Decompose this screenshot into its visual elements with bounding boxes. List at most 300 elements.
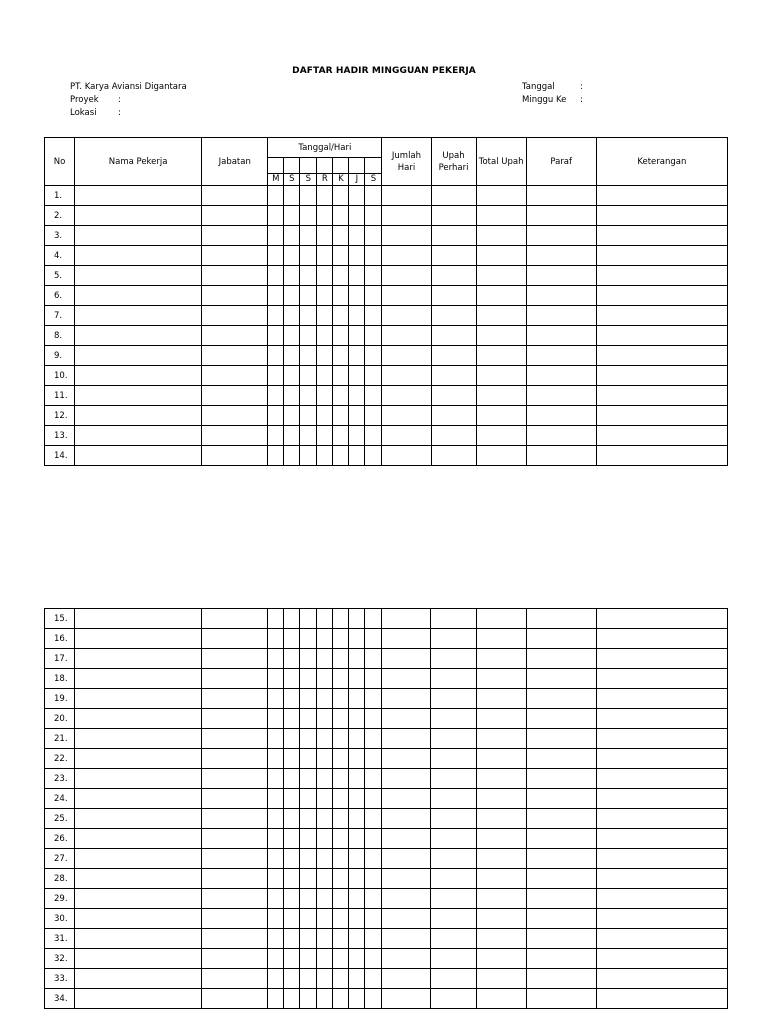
row-number: 27. [45, 849, 75, 869]
day-cell [365, 326, 382, 346]
day-cell [317, 689, 333, 709]
row-number: 9. [45, 346, 75, 366]
total-wage-cell [476, 789, 526, 809]
signature-cell [526, 709, 596, 729]
day-cell [300, 286, 317, 306]
day-cell [365, 206, 382, 226]
remarks-cell [596, 689, 727, 709]
day-cell [268, 629, 284, 649]
total-days-cell [382, 426, 431, 446]
day-cell [268, 929, 284, 949]
total-wage-cell [476, 889, 526, 909]
position-cell [202, 326, 268, 346]
table-row [45, 609, 728, 629]
day-cell [365, 889, 382, 909]
day-cell [300, 909, 317, 929]
header-date-day: Tanggal/Hari [268, 138, 382, 158]
day-monday: M [268, 174, 284, 186]
company-name: PT. Karya Aviansi Digantara [70, 82, 187, 92]
day-cell [268, 889, 284, 909]
total-days-cell [382, 689, 431, 709]
day-cell [300, 629, 317, 649]
day-cell [284, 246, 300, 266]
day-cell [284, 769, 300, 789]
day-cell [317, 326, 333, 346]
total-days-cell [382, 809, 431, 829]
day-cell [349, 889, 365, 909]
meta-left [70, 81, 187, 120]
day-cell [317, 889, 333, 909]
day-cell [365, 306, 382, 326]
daily-wage-cell [431, 649, 476, 669]
remarks-cell [596, 929, 727, 949]
day-cell [284, 729, 300, 749]
daily-wage-cell [431, 186, 476, 206]
total-days-cell [382, 849, 431, 869]
day-cell [333, 969, 349, 989]
header-daily-wage: Upah Perhari [431, 138, 476, 186]
daily-wage-cell [431, 709, 476, 729]
header-no: No [45, 138, 75, 186]
signature-cell [526, 366, 596, 386]
total-wage-cell [476, 326, 526, 346]
row-number: 33. [45, 969, 75, 989]
day-cell [365, 729, 382, 749]
signature-cell [526, 609, 596, 629]
day-cell [365, 426, 382, 446]
row-number: 34. [45, 989, 75, 1009]
day-cell [300, 306, 317, 326]
date-cell [317, 158, 333, 174]
row-number: 30. [45, 909, 75, 929]
row-number: 32. [45, 949, 75, 969]
day-cell [284, 346, 300, 366]
day-cell [284, 649, 300, 669]
position-cell [202, 669, 268, 689]
day-thursday: R [317, 174, 333, 186]
day-cell [349, 869, 365, 889]
signature-cell [526, 949, 596, 969]
day-cell [268, 286, 284, 306]
day-cell [317, 266, 333, 286]
day-cell [268, 849, 284, 869]
day-cell [300, 386, 317, 406]
signature-cell [526, 186, 596, 206]
header-signature: Paraf [526, 138, 596, 186]
day-cell [300, 226, 317, 246]
remarks-cell [596, 729, 727, 749]
position-cell [202, 749, 268, 769]
header-name: Nama Pekerja [75, 138, 202, 186]
day-cell [300, 689, 317, 709]
row-number: 15. [45, 609, 75, 629]
day-cell [317, 446, 333, 466]
day-cell [349, 709, 365, 729]
header-total-days: Jumlah Hari [382, 138, 431, 186]
signature-cell [526, 326, 596, 346]
row-number: 19. [45, 689, 75, 709]
table-row [45, 326, 728, 346]
attendance-table-1 [44, 137, 728, 466]
signature-cell [526, 729, 596, 749]
day-cell [333, 889, 349, 909]
signature-cell [526, 446, 596, 466]
name-cell [75, 969, 202, 989]
total-wage-cell [476, 386, 526, 406]
daily-wage-cell [431, 226, 476, 246]
name-cell [75, 326, 202, 346]
total-wage-cell [476, 669, 526, 689]
total-wage-cell [476, 246, 526, 266]
name-cell [75, 849, 202, 869]
daily-wage-cell [431, 386, 476, 406]
day-cell [284, 709, 300, 729]
remarks-cell [596, 266, 727, 286]
position-cell [202, 829, 268, 849]
position-cell [202, 989, 268, 1009]
row-number: 2. [45, 206, 75, 226]
name-cell [75, 789, 202, 809]
table-row [45, 446, 728, 466]
day-cell [284, 629, 300, 649]
signature-cell [526, 306, 596, 326]
row-number: 6. [45, 286, 75, 306]
day-cell [333, 366, 349, 386]
day-cell [333, 406, 349, 426]
total-days-cell [382, 789, 431, 809]
total-wage-cell [476, 869, 526, 889]
day-cell [284, 689, 300, 709]
remarks-cell [596, 769, 727, 789]
total-days-cell [382, 909, 431, 929]
signature-cell [526, 969, 596, 989]
row-number: 4. [45, 246, 75, 266]
row-number: 22. [45, 749, 75, 769]
day-cell [317, 829, 333, 849]
remarks-cell [596, 306, 727, 326]
daily-wage-cell [431, 789, 476, 809]
day-cell [365, 789, 382, 809]
document-title: DAFTAR HADIR MINGGUAN PEKERJA [292, 66, 476, 76]
signature-cell [526, 286, 596, 306]
remarks-cell [596, 346, 727, 366]
day-cell [268, 386, 284, 406]
name-cell [75, 226, 202, 246]
day-cell [317, 226, 333, 246]
name-cell [75, 729, 202, 749]
total-wage-cell [476, 689, 526, 709]
signature-cell [526, 246, 596, 266]
position-cell [202, 609, 268, 629]
day-cell [317, 929, 333, 949]
day-cell [268, 649, 284, 669]
day-saturday: J [349, 174, 365, 186]
day-cell [300, 649, 317, 669]
day-cell [300, 989, 317, 1009]
name-cell [75, 769, 202, 789]
day-cell [349, 989, 365, 1009]
day-cell [349, 629, 365, 649]
day-cell [300, 929, 317, 949]
total-days-cell [382, 949, 431, 969]
signature-cell [526, 346, 596, 366]
day-cell [284, 669, 300, 689]
total-wage-cell [476, 266, 526, 286]
day-cell [268, 426, 284, 446]
day-cell [268, 769, 284, 789]
total-wage-cell [476, 949, 526, 969]
total-wage-cell [476, 366, 526, 386]
day-cell [365, 246, 382, 266]
day-cell [317, 286, 333, 306]
row-number: 24. [45, 789, 75, 809]
position-cell [202, 246, 268, 266]
position-cell [202, 446, 268, 466]
day-cell [300, 789, 317, 809]
day-cell [268, 669, 284, 689]
row-number: 3. [45, 226, 75, 246]
remarks-cell [596, 889, 727, 909]
day-cell [284, 186, 300, 206]
day-cell [300, 366, 317, 386]
day-cell [284, 949, 300, 969]
day-cell [268, 689, 284, 709]
daily-wage-cell [431, 929, 476, 949]
total-days-cell [382, 346, 431, 366]
day-cell [300, 346, 317, 366]
day-cell [365, 929, 382, 949]
daily-wage-cell [431, 366, 476, 386]
name-cell [75, 406, 202, 426]
daily-wage-cell [431, 689, 476, 709]
position-cell [202, 769, 268, 789]
position-cell [202, 789, 268, 809]
day-cell [300, 266, 317, 286]
day-cell [300, 709, 317, 729]
position-cell [202, 709, 268, 729]
signature-cell [526, 849, 596, 869]
name-cell [75, 306, 202, 326]
day-cell [333, 809, 349, 829]
total-wage-cell [476, 446, 526, 466]
table-row [45, 286, 728, 306]
day-cell [268, 989, 284, 1009]
day-cell [349, 949, 365, 969]
total-wage-cell [476, 226, 526, 246]
day-cell [349, 446, 365, 466]
day-cell [268, 246, 284, 266]
day-cell [333, 769, 349, 789]
table-row [45, 266, 728, 286]
day-cell [300, 889, 317, 909]
signature-cell [526, 689, 596, 709]
day-cell [268, 206, 284, 226]
remarks-cell [596, 809, 727, 829]
total-wage-cell [476, 629, 526, 649]
position-cell [202, 969, 268, 989]
day-cell [333, 609, 349, 629]
total-days-cell [382, 769, 431, 789]
day-cell [317, 789, 333, 809]
remarks-cell [596, 246, 727, 266]
signature-cell [526, 769, 596, 789]
name-cell [75, 929, 202, 949]
day-cell [349, 406, 365, 426]
day-cell [284, 326, 300, 346]
name-cell [75, 689, 202, 709]
row-number: 25. [45, 809, 75, 829]
day-cell [268, 749, 284, 769]
day-cell [333, 649, 349, 669]
total-days-cell [382, 386, 431, 406]
daily-wage-cell [431, 909, 476, 929]
remarks-cell [596, 609, 727, 629]
remarks-cell [596, 909, 727, 929]
day-cell [268, 869, 284, 889]
total-days-cell [382, 729, 431, 749]
total-wage-cell [476, 809, 526, 829]
table-row [45, 346, 728, 366]
day-cell [268, 789, 284, 809]
day-cell [268, 609, 284, 629]
day-cell [349, 749, 365, 769]
date-cell [300, 158, 317, 174]
total-days-cell [382, 709, 431, 729]
daily-wage-cell [431, 609, 476, 629]
total-days-cell [382, 226, 431, 246]
remarks-cell [596, 649, 727, 669]
signature-cell [526, 649, 596, 669]
total-wage-cell [476, 829, 526, 849]
day-cell [333, 849, 349, 869]
table-row [45, 989, 728, 1009]
position-cell [202, 186, 268, 206]
daily-wage-cell [431, 306, 476, 326]
position-cell [202, 649, 268, 669]
position-cell [202, 266, 268, 286]
total-wage-cell [476, 729, 526, 749]
signature-cell [526, 869, 596, 889]
remarks-cell [596, 749, 727, 769]
day-cell [365, 749, 382, 769]
day-cell [300, 406, 317, 426]
day-cell [300, 206, 317, 226]
name-cell [75, 709, 202, 729]
day-cell [365, 609, 382, 629]
total-days-cell [382, 829, 431, 849]
day-cell [365, 809, 382, 829]
signature-cell [526, 629, 596, 649]
day-cell [365, 406, 382, 426]
day-cell [317, 206, 333, 226]
day-cell [349, 729, 365, 749]
day-cell [284, 206, 300, 226]
row-number: 18. [45, 669, 75, 689]
day-cell [333, 226, 349, 246]
signature-cell [526, 749, 596, 769]
day-cell [268, 326, 284, 346]
signature-cell [526, 406, 596, 426]
day-cell [333, 709, 349, 729]
remarks-cell [596, 206, 727, 226]
day-cell [268, 306, 284, 326]
day-cell [284, 969, 300, 989]
day-cell [268, 226, 284, 246]
daily-wage-cell [431, 406, 476, 426]
meta-right [522, 81, 583, 107]
day-cell [284, 446, 300, 466]
row-number: 20. [45, 709, 75, 729]
total-wage-cell [476, 306, 526, 326]
day-cell [349, 246, 365, 266]
day-cell [268, 969, 284, 989]
day-cell [349, 769, 365, 789]
name-cell [75, 609, 202, 629]
day-cell [268, 709, 284, 729]
daily-wage-cell [431, 286, 476, 306]
day-cell [317, 669, 333, 689]
day-cell [349, 346, 365, 366]
day-cell [349, 649, 365, 669]
day-cell [300, 446, 317, 466]
total-days-cell [382, 246, 431, 266]
total-days-cell [382, 929, 431, 949]
day-cell [365, 226, 382, 246]
day-cell [365, 989, 382, 1009]
day-cell [365, 709, 382, 729]
table-row [45, 909, 728, 929]
name-cell [75, 386, 202, 406]
day-cell [268, 346, 284, 366]
day-cell [300, 809, 317, 829]
total-days-cell [382, 969, 431, 989]
day-cell [317, 186, 333, 206]
remarks-cell [596, 629, 727, 649]
day-cell [300, 186, 317, 206]
day-cell [300, 769, 317, 789]
project-label: Proyek [70, 95, 99, 105]
total-wage-cell [476, 849, 526, 869]
name-cell [75, 186, 202, 206]
day-wednesday: S [300, 174, 317, 186]
daily-wage-cell [431, 949, 476, 969]
total-days-cell [382, 286, 431, 306]
name-cell [75, 286, 202, 306]
day-cell [284, 889, 300, 909]
table-row [45, 809, 728, 829]
date-cell [365, 158, 382, 174]
day-cell [268, 446, 284, 466]
date-cell [284, 158, 300, 174]
row-number: 23. [45, 769, 75, 789]
day-cell [365, 949, 382, 969]
day-cell [317, 306, 333, 326]
day-cell [284, 829, 300, 849]
name-cell [75, 809, 202, 829]
name-cell [75, 629, 202, 649]
day-cell [365, 446, 382, 466]
position-cell [202, 909, 268, 929]
day-cell [365, 366, 382, 386]
total-days-cell [382, 869, 431, 889]
day-cell [333, 446, 349, 466]
position-cell [202, 226, 268, 246]
day-cell [365, 669, 382, 689]
total-days-cell [382, 749, 431, 769]
day-cell [300, 869, 317, 889]
total-wage-cell [476, 346, 526, 366]
header-remarks: Keterangan [596, 138, 727, 186]
